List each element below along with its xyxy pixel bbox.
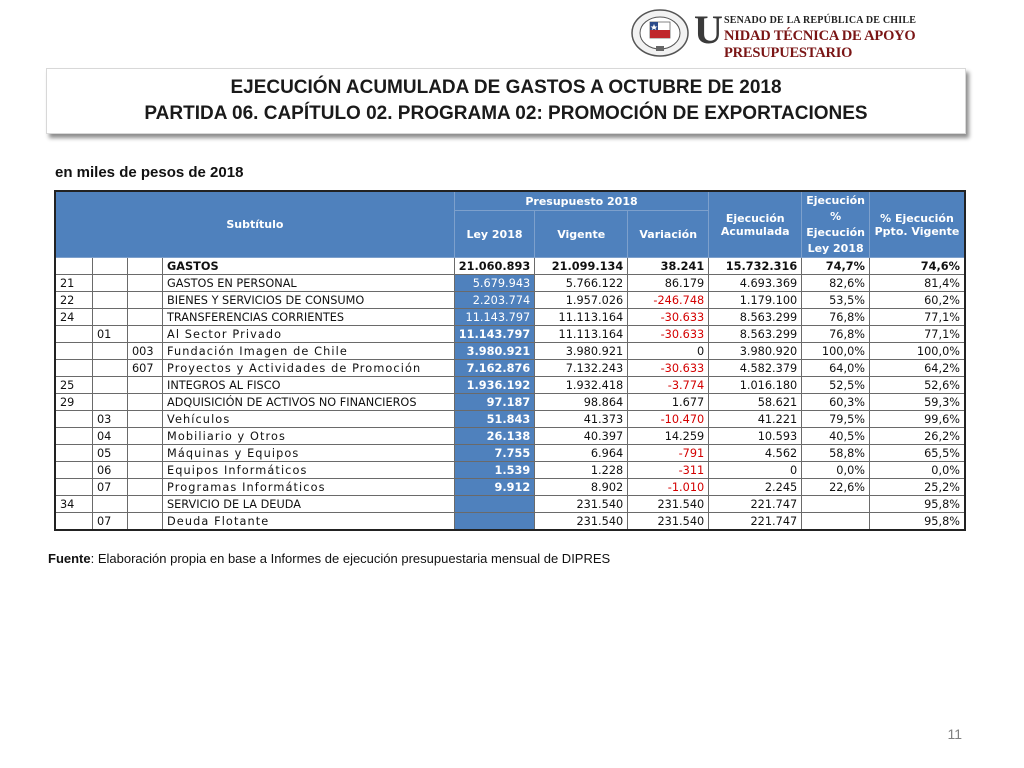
cell-subtitulo: 29	[55, 394, 93, 411]
header-vigente: Vigente	[535, 211, 628, 258]
cell-pct-ejecucion-vigente: 81,4%	[870, 275, 966, 292]
table-row	[55, 377, 965, 394]
cell-ejecucion-acumulada: 4.562	[709, 445, 802, 462]
cell-ley-2018: 1.936.192	[454, 377, 534, 394]
cell-pct-ejecucion-ley: 0,0%	[802, 462, 870, 479]
cell-vigente: 98.864	[535, 394, 628, 411]
cell-vigente: 1.957.026	[535, 292, 628, 309]
cell-pct-ejecucion-vigente: 59,3%	[870, 394, 966, 411]
table-row	[55, 326, 965, 343]
cell-vigente: 3.980.921	[535, 343, 628, 360]
cell-asignacion: 607	[128, 360, 163, 377]
cell-descripcion: Programas Informáticos	[163, 479, 455, 496]
cell-item	[93, 275, 128, 292]
cell-ejecucion-acumulada: 41.221	[709, 411, 802, 428]
cell-variacion: 38.241	[628, 258, 709, 275]
cell-ley-2018	[454, 496, 534, 513]
cell-asignacion	[128, 394, 163, 411]
cell-ejecucion-acumulada: 1.179.100	[709, 292, 802, 309]
senate-seal-logo	[630, 8, 690, 58]
cell-ley-2018: 1.539	[454, 462, 534, 479]
header-presupuesto: Presupuesto 2018	[454, 191, 708, 211]
cell-vigente: 1.228	[535, 462, 628, 479]
cell-subtitulo: 34	[55, 496, 93, 513]
cell-variacion: 86.179	[628, 275, 709, 292]
cell-item: 07	[93, 479, 128, 496]
cell-vigente: 11.113.164	[535, 326, 628, 343]
cell-pct-ejecucion-ley: 74,7%	[802, 258, 870, 275]
header-pct-vig-line1: % Ejecución	[880, 211, 954, 225]
cell-pct-ejecucion-vigente: 25,2%	[870, 479, 966, 496]
cell-variacion: -30.633	[628, 309, 709, 326]
cell-asignacion	[128, 258, 163, 275]
cell-pct-ejecucion-ley	[802, 513, 870, 531]
cell-ley-2018	[454, 513, 534, 531]
table-row	[55, 394, 965, 411]
cell-variacion: -246.748	[628, 292, 709, 309]
cell-descripcion: BIENES Y SERVICIOS DE CONSUMO	[163, 292, 455, 309]
cell-ejecucion-acumulada: 221.747	[709, 513, 802, 531]
cell-vigente: 8.902	[535, 479, 628, 496]
cell-ejecucion-acumulada: 15.732.316	[709, 258, 802, 275]
cell-subtitulo	[55, 428, 93, 445]
cell-subtitulo: 25	[55, 377, 93, 394]
cell-vigente: 5.766.122	[535, 275, 628, 292]
header-variacion: Variación	[628, 211, 709, 258]
cell-variacion: 231.540	[628, 513, 709, 531]
cell-pct-ejecucion-ley: 79,5%	[802, 411, 870, 428]
cell-pct-ejecucion-ley: 40,5%	[802, 428, 870, 445]
cell-descripcion: Máquinas y Equipos	[163, 445, 455, 462]
cell-ley-2018: 2.203.774	[454, 292, 534, 309]
cell-pct-ejecucion-ley: 52,5%	[802, 377, 870, 394]
cell-subtitulo: 22	[55, 292, 93, 309]
cell-pct-ejecucion-vigente: 95,8%	[870, 496, 966, 513]
cell-asignacion	[128, 326, 163, 343]
cell-ley-2018: 9.912	[454, 479, 534, 496]
cell-asignacion	[128, 377, 163, 394]
source-label: Fuente	[48, 551, 91, 566]
cell-subtitulo	[55, 360, 93, 377]
cell-variacion: -1.010	[628, 479, 709, 496]
cell-pct-ejecucion-vigente: 77,1%	[870, 326, 966, 343]
cell-ejecucion-acumulada: 1.016.180	[709, 377, 802, 394]
cell-vigente: 21.099.134	[535, 258, 628, 275]
cell-subtitulo	[55, 343, 93, 360]
cell-ley-2018: 26.138	[454, 428, 534, 445]
cell-pct-ejecucion-vigente: 100,0%	[870, 343, 966, 360]
cell-subtitulo	[55, 445, 93, 462]
cell-pct-ejecucion-ley: 60,3%	[802, 394, 870, 411]
cell-asignacion	[128, 428, 163, 445]
cell-descripcion: Al Sector Privado	[163, 326, 455, 343]
cell-pct-ejecucion-ley	[802, 496, 870, 513]
cell-pct-ejecucion-ley: 76,8%	[802, 309, 870, 326]
cell-ejecucion-acumulada: 2.245	[709, 479, 802, 496]
execution-table	[54, 190, 966, 531]
cell-variacion: -311	[628, 462, 709, 479]
cell-variacion: -10.470	[628, 411, 709, 428]
cell-descripcion: GASTOS	[163, 258, 455, 275]
cell-descripcion: SERVICIO DE LA DEUDA	[163, 496, 455, 513]
cell-asignacion	[128, 292, 163, 309]
table-row	[55, 292, 965, 309]
page-number: 11	[947, 726, 962, 742]
cell-asignacion	[128, 275, 163, 292]
cell-vigente: 231.540	[535, 513, 628, 531]
cell-ley-2018: 11.143.797	[454, 326, 534, 343]
title-box	[46, 68, 966, 134]
cell-pct-ejecucion-vigente: 99,6%	[870, 411, 966, 428]
cell-ley-2018: 21.060.893	[454, 258, 534, 275]
cell-variacion: 1.677	[628, 394, 709, 411]
cell-pct-ejecucion-vigente: 95,8%	[870, 513, 966, 531]
table-row	[55, 411, 965, 428]
cell-pct-ejecucion-ley: 64,0%	[802, 360, 870, 377]
cell-item	[93, 377, 128, 394]
cell-variacion: -3.774	[628, 377, 709, 394]
cell-pct-ejecucion-ley: 22,6%	[802, 479, 870, 496]
cell-ejecucion-acumulada: 8.563.299	[709, 326, 802, 343]
cell-descripcion: Fundación Imagen de Chile	[163, 343, 455, 360]
cell-pct-ejecucion-vigente: 60,2%	[870, 292, 966, 309]
cell-asignacion	[128, 462, 163, 479]
cell-variacion: -30.633	[628, 360, 709, 377]
logo-unit-text: NIDAD TÉCNICA DE APOYO PRESUPUESTARIO	[724, 28, 916, 61]
header-pct-ley-line4: Ley 2018	[807, 241, 864, 255]
table-row	[55, 496, 965, 513]
cell-asignacion: 003	[128, 343, 163, 360]
table-row	[55, 275, 965, 292]
cell-vigente: 41.373	[535, 411, 628, 428]
cell-subtitulo	[55, 326, 93, 343]
cell-subtitulo	[55, 411, 93, 428]
cell-asignacion	[128, 445, 163, 462]
table-row	[55, 445, 965, 462]
cell-pct-ejecucion-vigente: 52,6%	[870, 377, 966, 394]
header-pct-ley-line1: Ejecución	[806, 193, 865, 207]
header-subtitulo: Subtítulo	[55, 191, 454, 258]
cell-ejecucion-acumulada: 221.747	[709, 496, 802, 513]
logo-initial: U	[694, 7, 723, 52]
cell-pct-ejecucion-ley: 53,5%	[802, 292, 870, 309]
cell-ley-2018: 7.755	[454, 445, 534, 462]
cell-item	[93, 309, 128, 326]
source-note	[48, 551, 610, 566]
cell-variacion: -30.633	[628, 326, 709, 343]
table-row	[55, 309, 965, 326]
cell-ejecucion-acumulada: 10.593	[709, 428, 802, 445]
cell-descripcion: INTEGROS AL FISCO	[163, 377, 455, 394]
cell-item	[93, 394, 128, 411]
logo-senate-text: SENADO DE LA REPÚBLICA DE CHILE	[724, 15, 917, 26]
cell-descripcion: Mobiliario y Otros	[163, 428, 455, 445]
header-pct-ejecucion-ley	[802, 191, 870, 258]
cell-subtitulo	[55, 462, 93, 479]
cell-descripcion: GASTOS EN PERSONAL	[163, 275, 455, 292]
title-line-2: PARTIDA 06. CAPÍTULO 02. PROGRAMA 02: PROMOCIÓN DE EXPORTACIONES	[144, 103, 868, 124]
cell-pct-ejecucion-vigente: 26,2%	[870, 428, 966, 445]
cell-pct-ejecucion-vigente: 65,5%	[870, 445, 966, 462]
table-row	[55, 360, 965, 377]
cell-item	[93, 258, 128, 275]
cell-descripcion: Proyectos y Actividades de Promoción	[163, 360, 455, 377]
table-row	[55, 428, 965, 445]
table-row	[55, 462, 965, 479]
cell-ejecucion-acumulada: 4.693.369	[709, 275, 802, 292]
cell-subtitulo	[55, 258, 93, 275]
table-row	[55, 343, 965, 360]
cell-ejecucion-acumulada: 0	[709, 462, 802, 479]
cell-ley-2018: 97.187	[454, 394, 534, 411]
cell-item	[93, 360, 128, 377]
cell-item: 01	[93, 326, 128, 343]
cell-descripcion: ADQUISICIÓN DE ACTIVOS NO FINANCIEROS	[163, 394, 455, 411]
cell-asignacion	[128, 479, 163, 496]
cell-pct-ejecucion-vigente: 64,2%	[870, 360, 966, 377]
header-ejecucion-acumulada-line1: Ejecución	[725, 211, 785, 225]
cell-pct-ejecucion-ley: 82,6%	[802, 275, 870, 292]
cell-vigente: 6.964	[535, 445, 628, 462]
table-row	[55, 513, 965, 531]
cell-pct-ejecucion-ley: 76,8%	[802, 326, 870, 343]
cell-asignacion	[128, 513, 163, 531]
cell-pct-ejecucion-vigente: 0,0%	[870, 462, 966, 479]
cell-ley-2018: 51.843	[454, 411, 534, 428]
header-ejecucion-acumulada	[709, 191, 802, 258]
cell-ley-2018: 3.980.921	[454, 343, 534, 360]
cell-ley-2018: 11.143.797	[454, 309, 534, 326]
table-body	[55, 258, 965, 531]
table-row	[55, 479, 965, 496]
cell-ejecucion-acumulada: 4.582.379	[709, 360, 802, 377]
cell-ley-2018: 5.679.943	[454, 275, 534, 292]
cell-item	[93, 343, 128, 360]
header-pct-ley-line2: %	[830, 209, 842, 223]
cell-descripcion: Equipos Informáticos	[163, 462, 455, 479]
cell-item: 04	[93, 428, 128, 445]
cell-pct-ejecucion-ley: 58,8%	[802, 445, 870, 462]
cell-ejecucion-acumulada: 58.621	[709, 394, 802, 411]
cell-subtitulo: 24	[55, 309, 93, 326]
cell-asignacion	[128, 411, 163, 428]
cell-item: 07	[93, 513, 128, 531]
cell-asignacion	[128, 309, 163, 326]
cell-subtitulo	[55, 513, 93, 531]
cell-vigente: 40.397	[535, 428, 628, 445]
cell-pct-ejecucion-ley: 100,0%	[802, 343, 870, 360]
cell-item: 03	[93, 411, 128, 428]
header-ejecucion-acumulada-line2: Acumulada	[720, 224, 790, 238]
cell-item	[93, 292, 128, 309]
cell-item: 05	[93, 445, 128, 462]
units-note: en miles de pesos de 2018	[55, 164, 244, 181]
title-line-1: EJECUCIÓN ACUMULADA DE GASTOS A OCTUBRE DE 2018	[230, 77, 782, 98]
cell-descripcion: Vehículos	[163, 411, 455, 428]
cell-pct-ejecucion-vigente: 74,6%	[870, 258, 966, 275]
header-ley-2018: Ley 2018	[454, 211, 534, 258]
cell-subtitulo: 21	[55, 275, 93, 292]
cell-variacion: 14.259	[628, 428, 709, 445]
cell-variacion: -791	[628, 445, 709, 462]
cell-descripcion: TRANSFERENCIAS CORRIENTES	[163, 309, 455, 326]
cell-asignacion	[128, 496, 163, 513]
cell-ejecucion-acumulada: 8.563.299	[709, 309, 802, 326]
cell-vigente: 1.932.418	[535, 377, 628, 394]
cell-subtitulo	[55, 479, 93, 496]
cell-pct-ejecucion-vigente: 77,1%	[870, 309, 966, 326]
cell-ejecucion-acumulada: 3.980.920	[709, 343, 802, 360]
cell-item: 06	[93, 462, 128, 479]
cell-item	[93, 496, 128, 513]
cell-vigente: 7.132.243	[535, 360, 628, 377]
cell-variacion: 0	[628, 343, 709, 360]
cell-ley-2018: 7.162.876	[454, 360, 534, 377]
cell-vigente: 231.540	[535, 496, 628, 513]
header-pct-ley-line3: Ejecución	[806, 225, 865, 239]
header-pct-vig-line2: Ppto. Vigente	[874, 224, 960, 238]
cell-descripcion: Deuda Flotante	[163, 513, 455, 531]
cell-variacion: 231.540	[628, 496, 709, 513]
source-text: : Elaboración propia en base a Informes de ejecución presupuestaria mensual de DIPRES	[90, 551, 611, 566]
cell-vigente: 11.113.164	[535, 309, 628, 326]
table-row	[55, 258, 965, 275]
header-pct-ejecucion-vigente	[870, 191, 966, 258]
